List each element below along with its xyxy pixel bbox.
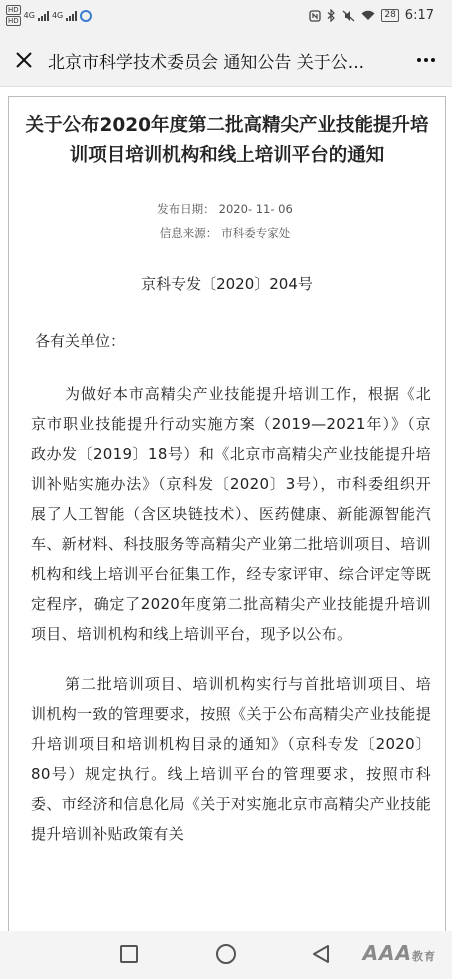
close-icon[interactable]: [10, 46, 38, 74]
signal-icon: [66, 11, 77, 21]
document-number: 京科专发〔2020〕204号: [141, 275, 313, 293]
nfc-icon: [309, 10, 321, 22]
bluetooth-icon: [327, 9, 336, 22]
document-page: [8, 96, 446, 932]
salutation: 各有关单位：: [35, 332, 126, 350]
back-icon[interactable]: [310, 943, 332, 965]
status-bar: [0, 0, 452, 34]
battery-indicator: 28: [381, 9, 398, 22]
source-label: 信息来源：: [159, 226, 218, 240]
source-row: [9, 221, 445, 245]
watermark-logo: AAA教育: [362, 941, 436, 965]
publish-date-label: 发布日期：: [157, 202, 215, 216]
status-left: [6, 5, 92, 26]
body-paragraph: 为做好本市高精尖产业技能提升培训工作，根据《北京市职业技能提升行动实施方案（2019—2021年）》（京政办发〔2019〕18号）和《北京市高精尖产业技能提升培训补贴实施办法》（京科发〔2020〕3号），市科委组织开展了人工智能（含区块链技术）、医药健康、新能源智能汽车、新材料、科技服务等高精尖产业第二批培训项目、培训机构和线上培训平台征集工作，经专家评审、综合评定等既定程序，确定了2020年度第二批高精尖产业技能提升培训项目、培训机构和线上培训平台，现予以公布。: [31, 385, 431, 643]
net-label: 4G: [23, 11, 35, 20]
wechat-notify-icon: [80, 10, 92, 22]
signal-icon: [38, 11, 49, 21]
document-meta: [9, 197, 445, 245]
document-title: 关于公布2020年度第二批高精尖产业技能提升培训项目培训机构和线上培训平台的通知: [25, 115, 429, 166]
home-icon[interactable]: [214, 943, 238, 967]
clock: 6:17: [404, 8, 434, 23]
page-title: 北京市科学技术委员会 通知公告 关于公...: [48, 53, 365, 73]
title-bar: [0, 34, 452, 87]
more-icon[interactable]: [414, 48, 438, 72]
status-right: [309, 8, 434, 23]
publish-date-row: [9, 197, 445, 221]
hd-badge: HD: [8, 6, 19, 14]
net-label: 4G: [51, 11, 64, 20]
source-value: 市科委专家处: [221, 226, 291, 240]
recent-apps-icon[interactable]: [118, 943, 140, 965]
system-nav-bar: [0, 931, 452, 979]
publish-date: 2020- 11- 06: [218, 202, 293, 216]
mute-icon: [342, 10, 355, 22]
hd-badge: HD: [8, 17, 19, 25]
body-paragraph: 第二批培训项目、培训机构实行与首批培训项目、培训机构一致的管理要求，按照《关于公布高精尖产业技能提升培训项目和培训机构目录的通知》（京科专发〔2020〕80号）规定执行。线上培训平台的管理要求，按照市科委、市经济和信息化局《关于对实施北京市高精尖产业技能提升培训补贴政策有关: [31, 675, 431, 843]
wifi-icon: [361, 10, 375, 21]
